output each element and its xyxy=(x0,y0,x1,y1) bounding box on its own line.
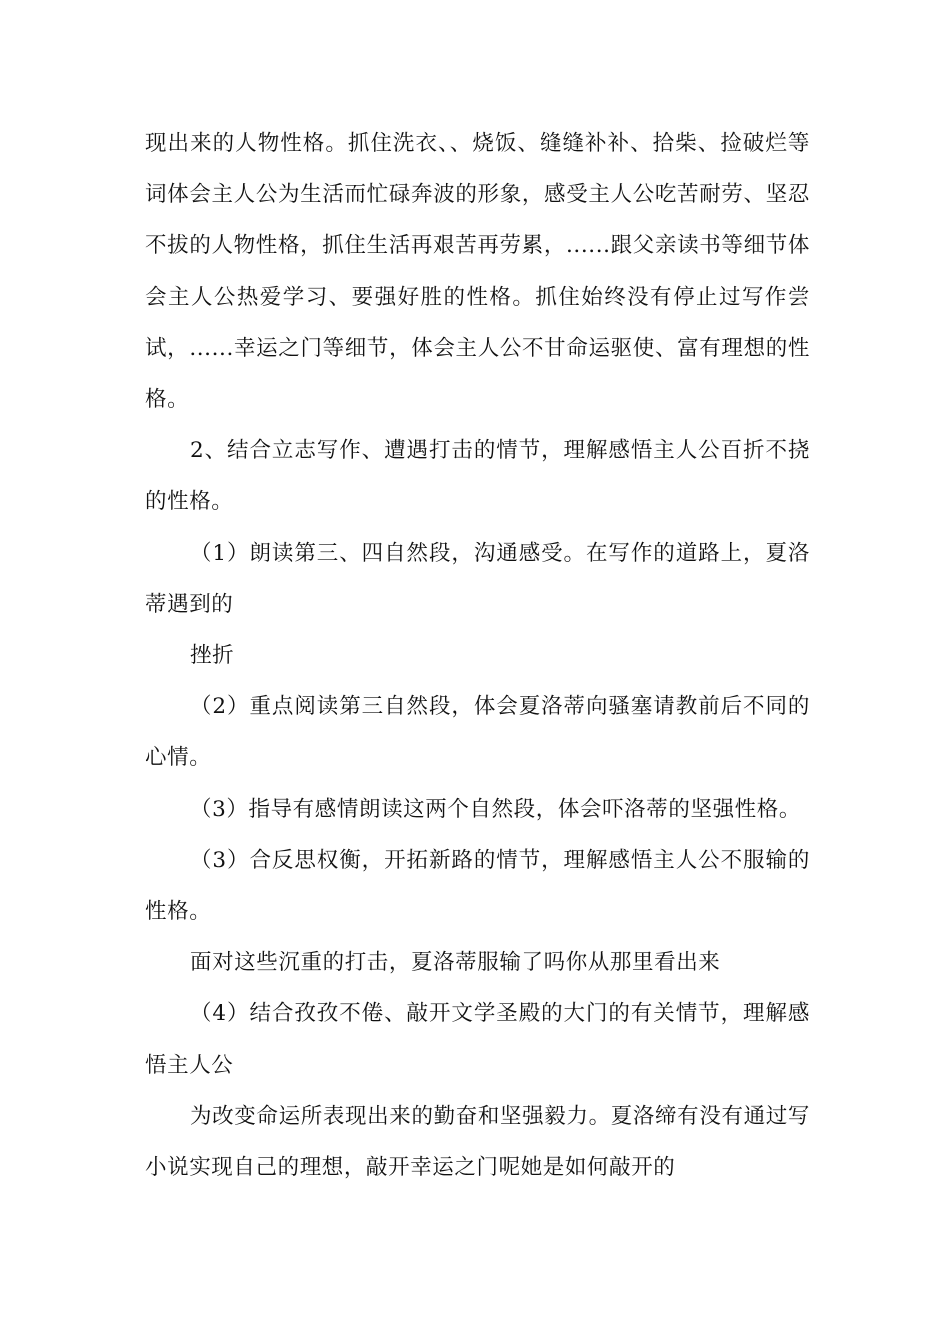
paragraph-9: （4）结合孜孜不倦、敲开文学圣殿的大门的有关情节，理解感悟主人公 xyxy=(145,1001,810,1078)
paragraph-1: 现出来的人物性格。抓住洗衣、、烧饭、缝缝补补、拾柴、捡破烂等词体会主人公为生活而忙碌奔波的形象，感受主人公吃苦耐劳、坚忍不拔的人物性格，抓住生活再艰苦再劳累，......跟父亲读书等细节体会主人公热爱学习、要强好胜的性格。抓住始终没有停止过写作尝试，......幸运之门等细节，体会主人公不甘命运驱使、富有理想的性格。 xyxy=(145,131,810,413)
document-body xyxy=(145,118,810,1193)
paragraph-3: （1）朗读第三、四自然段，沟通感受。在写作的道路上，夏洛蒂遇到的 xyxy=(145,540,810,617)
paragraph-7: （3）合反思权衡，开拓新路的情节，理解感悟主人公不服输的性格。 xyxy=(145,847,810,925)
paragraph-10: 为改变命运所表现出来的勤奋和坚强毅力。夏洛缔有没有通过写小说实现自己的理想，敲开幸运之门呢她是如何敲开的 xyxy=(145,1103,810,1181)
paragraph-6: （3）指导有感情朗读这两个自然段，体会吓洛蒂的坚强性格。 xyxy=(190,796,801,822)
paragraph-5: （2）重点阅读第三自然段，体会夏洛蒂向骚塞请教前后不同的心情。 xyxy=(145,694,810,771)
paragraph-2: 2、结合立志写作、遭遇打击的情节，理解感悟主人公百折不挠的性格。 xyxy=(145,438,810,515)
paragraph-8: 面对这些沉重的打击，夏洛蒂服输了吗你从那里看出来 xyxy=(190,950,721,976)
paragraph-4: 挫折 xyxy=(190,643,235,669)
